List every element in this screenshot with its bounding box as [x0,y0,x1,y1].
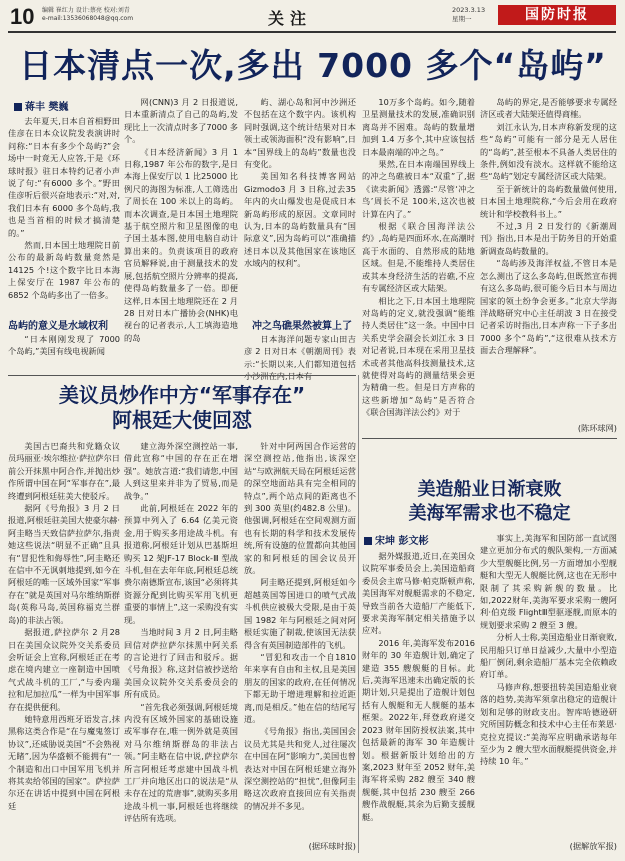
paragraph: 据报道,萨拉萨尔 2 月28 日在美国众议院外交关系委员会听证会上宣称,阿根廷正在考虑在境内建立一座制造中国喷气式战斗机的工厂,“与委内瑞拉和尼加拉瓜”一样为中国军事存在提供便利。 [8,627,120,712]
article3-column-1 [362,550,475,853]
byline-square-icon [14,103,22,111]
article1-bottom-rule [8,375,356,376]
paragraph: “日本刚刚发现了 7000 个岛屿,”美国有线电视新闻 [8,334,120,357]
paragraph: 10万多个岛屿。如今,随着卫星测量技术的发展,准确识别离岛并不困难。岛屿的数量增加到 1.4 万多个,其中应该包括日本最南端的冲之鸟。” [362,97,475,157]
paragraph: “冒犯和攻击一个自1810 年来享有自由和主权,且是美国朋友的国家的政府,在任何情况下都无助于增进理解和拉近距离,而是相反。”他在信的结尾写道。 [244,651,356,724]
paragraph: 《号角报》指出,美国国会议员尤其是共和党人,过往屡次在中国在阿“影响力”,美国也曾表达对中国在阿根廷建立海外深空测控站的“担忧”,但像阿圭略这次政府直接回应有关指责的情况并不多见。 [244,726,356,811]
article1-column-2 [124,96,238,372]
article3-headline-line2: 美海军需求也不稳定 [408,503,571,524]
paragraph: 至于新统计的岛屿数量做何使用,日本国土地理院称,“今后会用在政府统计和学校教科书上。” [480,183,617,219]
byline-square-icon [364,537,372,545]
article2-headline [8,383,356,433]
page-number: 10 [10,4,35,29]
article3-byline [364,532,428,547]
paragraph: 去年夏天,日本自首相野田佳彦在日本众议院发表演讲时问称:“日本有多少个岛屿?”会场中一时竟无人应答,于是《环球时报》驻日本特约记者小声说了句:“有6000 多个。”野田佳彦听后很兴奋地表示:“对,对,我们日本有 6000 多个岛屿,我也是当首相的时候才搞清楚的。” [8,116,120,238]
article1-headline: 日本清点一次,多出 7000 多个“岛屿” [19,46,607,85]
paragraph: 然而,日本国土地理院日前公布的最新岛屿数量竟然是14125 个!这个数字比日本海上保安厅在 1987 年公布的6852 个岛屿多出了一倍多。 [8,240,120,300]
article1-column-3b [244,333,356,382]
issue-date-line: 2023.3.13 [452,6,486,14]
article2-headline-line2: 阿根廷大使回怼 [112,408,252,432]
paragraph: 据外媒报道,近日,在美国众议院军事委员会上,美国造船商委员会主席马修·帕克斯顿声称,美国海军对舰艇需求的不稳定,导致当前各大造船厂产能低下,要求美海军制定相关措施予以应对。 [362,551,475,636]
paragraph: 事实上,美海军和国防部一直试图建立更加分布式的舰队架构,一方面减少大型舰艇比例,另一方面增加小型舰艇和大型无人舰艇比例,这也在无形中限制了其采购新舰的数量。比如,2022财年,美海军要求采购一艘阿利·伯克级 FlightⅢ型驱逐舰,而原本的规划要求采购 2 艘至 3 艘。 [480,533,617,630]
paragraph: 《日本经济新闻》3 月 1 日称,1987 年公布的数字,是日本海上保安厅以 1 比25000 比例尺的海图为标准,人工筛选出了周长在 100 米以上的岛屿。而本次调查,是日本国土地理院基于航空照片和卫星图像的电子国土基本图,使用电脑自动计算出来的。负责该项目的政府官员解释说,由于测量技术的发展,包括航空照片分辨率的提高,使得岛屿数量多了一倍。即便这样,日本国土地理院还在 2 月 28 日对日本广播协会(NHK)电视台的记者表示,人工填海造地的岛 [124,146,238,343]
article1-column-3 [244,96,356,314]
paragraph: “首先我必须强调,阿根廷境内没有区域外国家的基础设施或军事存在,唯一例外就是英国对马尔维纳斯群岛的非法占领。”阿圭略在信中说,萨拉萨尔所言阿根廷考虑建中国战斗机工厂并向地区出口的说法是“从未存在过的荒唐事”,就购买多用途战斗机一事,阿根廷也将继续评估所有选项。 [124,701,238,824]
article1-column-5 [480,96,617,421]
article1-subhead-1: 岛屿的意义是水域权利 [8,321,108,332]
paragraph: 她特意用西班牙语发言,抹黑称这类合作是“在与魔鬼签订协议”,还威胁说美国“不会熟视无睹”,因为华盛顿不能拥有“一个制造和出口中国军用飞机并将其卖给邻国的国家”。萨拉萨尔还在讲话中提到中国在阿根廷 [8,713,120,811]
editor-line: 编辑 崔红力 设计:蔡亮 校对:刘青 [42,7,130,14]
paragraph: 不过,3 月 2 日发行的《新潮周刊》指出,日本是出于防务目的开始重新调查岛屿数量的。 [480,221,617,256]
paragraph: 美国知名科技博客网站Gizmodo3 月 3 日称,过去35年内的火山爆发也是促成日本新岛屿形成的原因。文章同时认为,日本的岛屿数量具有“国际意义”,因为岛屿可以“准确描述日本以及其他国家在该地区水域内的权利”。 [244,171,356,269]
article2-column-2 [124,440,238,853]
article1-column-4 [362,96,475,435]
section-title: 关注 [268,9,313,28]
paragraph: 屿、湖心岛和河中沙洲还不包括在这个数字内。该机构同时强调,这个统计结果对日本领土或领海面积“没有影响”,日本“国界线上的岛屿”数量也没有变化。 [244,97,356,170]
paragraph: 日本海洋问题专家山田吉彦 2 日对日本《朝潮周刊》表示:“长期以来,人们都知道包括小沙洲在内,日本有 [244,334,356,382]
paragraph: 分析人士称,美国造船业日渐衰败,民用船只订单日益减少,大量中小型造船厂倒闭,剩余造船厂基本完全依赖政府订单。 [480,632,617,680]
editor-info [42,7,133,23]
article2-column-1 [8,440,120,853]
paragraph: 美国古巴裔共和党籍众议员玛丽亚·埃尔维拉·萨拉萨尔日前公开抹黑中阿合作,并抛出炒作所谓中国在阿“军事存在”,最终遭到阿根廷驻美大使驳斥。 [8,441,120,501]
article1-source: (陈环球网) [577,423,617,433]
paragraph: 岛屿的界定,是否能够要求专属经济区或者大陆架还值得商榷。 [480,97,617,120]
paragraph: 2016 年,美海军发布2016 财年的 30 年造舰计划,确定了建造 355 艘舰艇的目标。此后,美海军迅速未出确定版的长期计划,只是提出了造舰计划包括有人舰艇和无人舰艇的基本框架。2022年,拜登政府递交 2023 财年国防授权法案,其中包括最新的海军 30 年造舰计划。根据新版计划给出的方案,2023 财年至 2052 财年,美海军将采购 282 艘至 340 艘舰艇,其中包括 230 艘至 266艘作战舰艇,其余为后勤支援舰艇。 [362,637,475,822]
paragraph: 刘江永认为,日本声称新发现的这些“岛屿”可能有一部分是无人居住的“岛屿”,甚至根本不具备人类居住的条件,例如没有淡水。这样就不能给这些“岛屿”划定专属经济区或大陆架。 [480,121,617,182]
paragraph: 网(CNN)3 月 2 日报道说,日本重新清点了自己的岛屿,发现比上一次清点时多了7000 多个。 [124,97,238,145]
paragraph: 相比之下,日本国土地理院对岛屿的定义,就没强调“能维持人类居住”这一条。中国中日关系史学会副会长刘江永 3 日对记者说,日本现在采用卫星技术或者其他高科技测量技术,这就使得对岛屿的测量结果会更为精确一些。但是日方声称的这些新增加“岛屿”是否符合《联合国海洋法公约》对于 [362,295,475,418]
article2-headline-line1: 美议员炒作中方“军事存在” [58,383,306,407]
article3-headline [362,478,617,526]
issue-date [452,6,485,24]
paragraph: 此前,阿根廷在 2022 年的预算中列入了 6.64 亿美元资金,用于购买多用途战斗机。有报道称,阿根廷计划从巴基斯坦购买 12 架JF-17 Block-Ⅲ 型战斗机,但在去年年底,阿根廷总统费尔南德斯宣布,该国“必须将其资源分配到比购买军用飞机更重要的事情上”,这一采购没有实现。 [124,503,238,625]
paragraph: 针对中阿两国合作运营的深空测控站,他指出,该深空站“与欧洲航天局在阿根廷运营的深空地面站具有完全相同的特点”,两个站点间的距离也不到 300 英里(约482.8 公里)。他强调,阿根廷在空间观测方面也有长期的科学和技术发展传统,所有设施的位置都向其他国家的和阿根廷的国会议员开放。 [244,441,356,576]
paragraph: 果然,在日本南端国界线上的冲之鸟礁被日本“双重”了,据《读卖新闻》透露:“尽管‘冲之鸟’周长不足 100米,这次也被计算在内了。” [362,159,475,219]
paragraph: 据阿《号角报》3 月 2 日报道,阿根廷驻美国大使豪尔赫·阿圭略当天致信萨拉萨尔,指责她这些说法“明显不正确”且具有“冒犯性和侮辱性”,阿圭略还在信中不无讽刺地提到,如今在阿根廷的唯一区域外国家“军事存在”就是英国对马尔维纳斯群岛(英称马岛,英国称福克兰群岛)的非法占领。 [8,503,120,625]
article1-subhead-2: 冲之鸟礁果然被算上了 [252,321,352,332]
article1-authors: 蒋丰 樊巍 [25,102,69,113]
article2-column-3 [244,440,356,840]
article1-right-bottom-rule [362,438,617,439]
paragraph: 当地时间 3 月 2 日,阿圭略回信对萨拉萨尔抹黑中阿关系的言论进行了回击和驳斥。据《号角报》称,这封信被抄送给美国众议院外交关系委员会的所有成员。 [124,627,238,700]
issue-weekday: 星期一 [452,15,472,23]
editor-email: e-mail:13536068048@qq.com [42,15,134,22]
paragraph: 建立海外深空测控站一事,借此宣称“中国的存在正在增强”。她放言道:“我们请您,中国人到这里来并非为了贸易,而是战争。” [124,441,238,501]
paragraph: 根据《联合国海洋法公约》,岛屿是四面环水,在高潮时高于水面的、自然形成的陆地区域。但是,不能维持人类居住或其本身经济生活的岩礁,不应有专属经济区或大陆架。 [362,221,475,294]
article1-column-1b [8,333,120,373]
article2-source: (据环球时报) [308,841,356,851]
masthead-logo: 国防时报 [498,5,616,25]
paragraph: “岛屿涉及海洋权益,不管日本是怎么测出了这么多岛屿,但既然宣布拥有这么多岛屿,很可能今后日本与周边国家的领土纷争会更多。”北京大学海洋战略研究中心主任胡波 3 日在接受记者采访时指出,日本声称一下子多出 7000 多个“岛屿”,“这很难从技术方面去合理解释”。 [480,258,617,356]
article3-authors: 宋坤 彭文彬 [375,536,429,547]
article3-headline-line1: 美造船业日渐衰败 [417,479,562,500]
article1-column-1 [8,115,120,313]
article1-byline [14,98,68,113]
paragraph: 阿圭略还提到,阿根廷如今超越英国等国进口的喷气式战斗机供应被极大受限,是由于英国 1982 年与阿根廷之间对阿根廷实施了制裁,使该国无法获得含有英国制造部件的飞机。 [244,577,356,650]
article3-column-2 [480,532,617,840]
paragraph: 马修声称,想要扭转美国造船业衰落的趋势,美海军须拿出稳定的造舰计划和足够的财政支出。智库哈德逊研究所国防概念和技术中心主任布莱恩·克拉克提议:“美海军应明确承诺每年至少为 2 艘大型水面舰艇提供资金,并持续 10 年。” [480,681,617,767]
header-rule [8,31,616,33]
column-divider [358,375,359,853]
page-header [0,0,625,32]
article3-source: (据解放军报) [569,841,617,851]
